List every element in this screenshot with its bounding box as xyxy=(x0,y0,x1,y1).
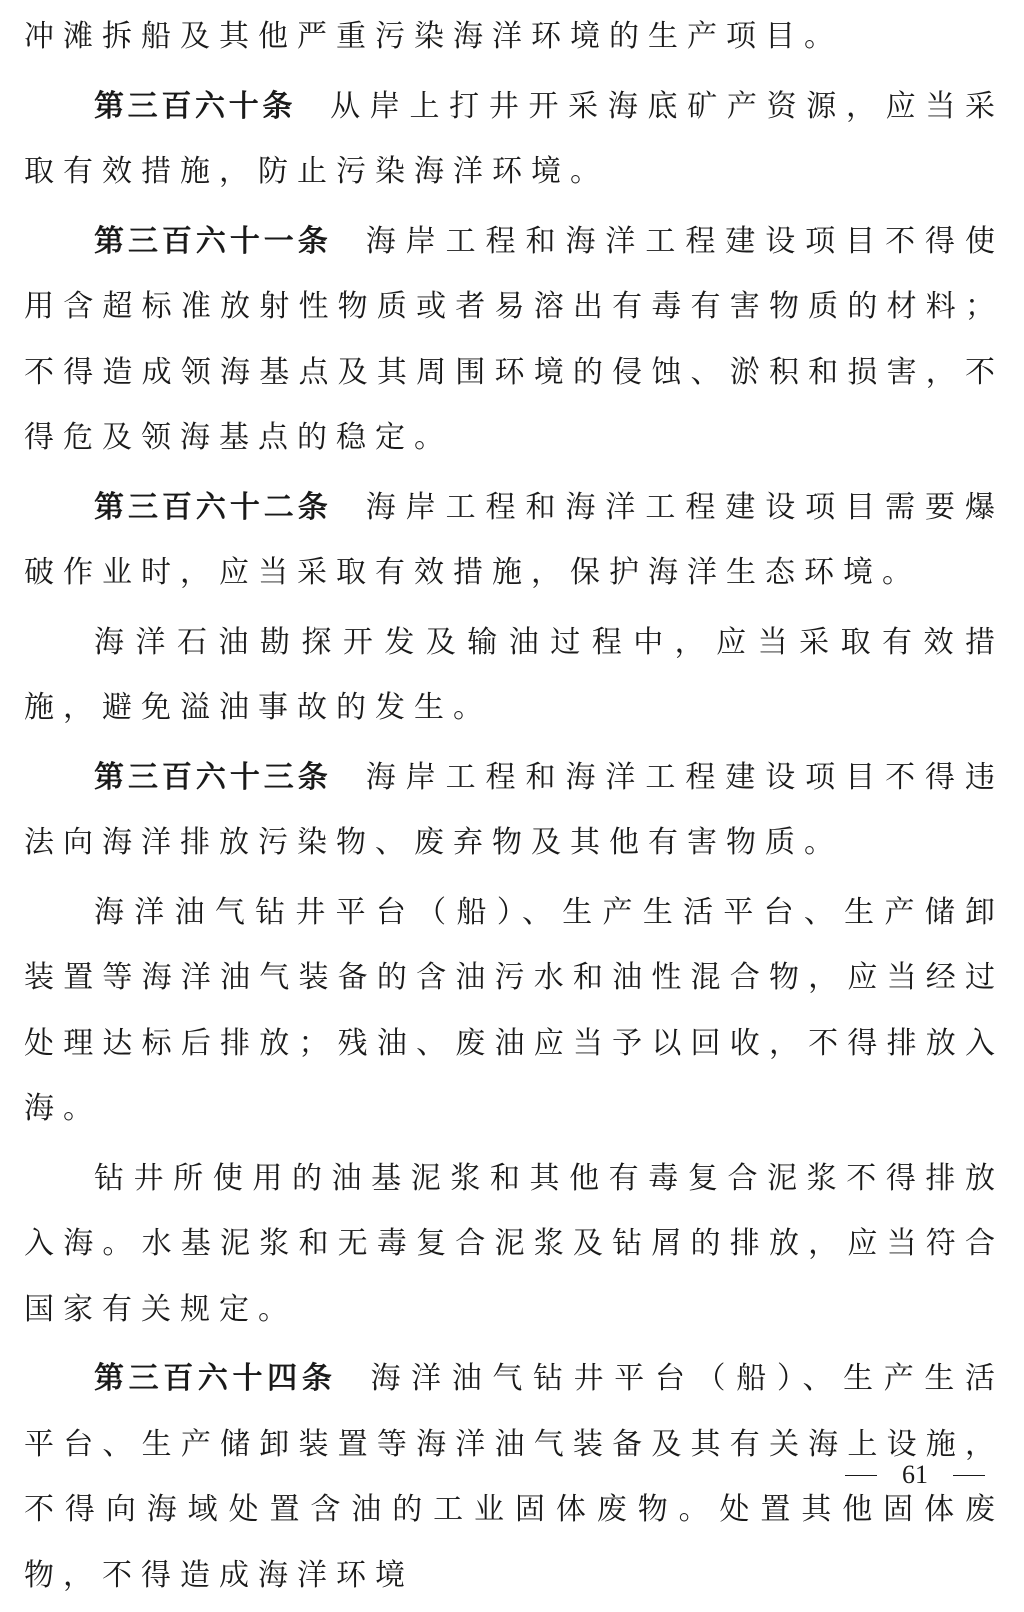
paragraph-1 xyxy=(24,74,1004,205)
paragraph-text: 海洋油气钻井平台（船）、生产生活平台、生产储卸装置等海洋油气装备的含油污水和油性混合物，应当经过处理达标后排放；残油、废油应当予以回收，不得排放入海。 xyxy=(24,894,1004,1126)
article-number: 第三百六十三条 xyxy=(94,759,332,795)
paragraph-text: 冲滩拆船及其他严重污染海洋环境的生产项目。 xyxy=(24,19,843,54)
paragraph-text: 海岸工程和海洋工程建设项目需要爆破作业时，应当采取有效措施，保护海洋生态环境。 xyxy=(24,489,1005,590)
paragraph-3 xyxy=(24,475,1004,606)
paragraph-text: 钻井所使用的油基泥浆和其他有毒复合泥浆不得排放入海。水基泥浆和无毒复合泥浆及钻屑的排放，应当符合国家有关规定。 xyxy=(24,1160,1004,1327)
paragraph-text: 海洋石油勘探开发及输油过程中，应当采取有效措施，避免溢油事故的发生。 xyxy=(24,624,1004,725)
footer-dash-left xyxy=(845,1475,877,1476)
paragraph-0 xyxy=(24,4,1004,70)
paragraph-text: 海岸工程和海洋工程建设项目不得违法向海洋排放污染物、废弃物及其他有害物质。 xyxy=(24,759,1005,860)
paragraph-6 xyxy=(24,880,1004,1142)
article-number: 第三百六十二条 xyxy=(94,489,332,525)
article-number: 第三百六十四条 xyxy=(94,1361,337,1396)
footer-dash-right xyxy=(953,1475,985,1476)
page-footer xyxy=(845,1457,985,1493)
article-number: 第三百六十一条 xyxy=(94,223,332,259)
paragraph-text: 从岸上打井开采海底矿产资源，应当采取有效措施，防止污染海洋环境。 xyxy=(24,88,1005,189)
paragraph-4 xyxy=(24,610,1004,741)
paragraph-text: 海岸工程和海洋工程建设项目不得使用含超标准放射性物质或者易溶出有毒有害物质的材料；不得造成领海基点及其周围环境的侵蚀、淤积和损害，不得危及领海基点的稳定。 xyxy=(24,223,1005,455)
document-body xyxy=(24,4,1004,1612)
paragraph-5 xyxy=(24,745,1004,876)
paragraph-text: 海洋油气钻井平台（船）、生产生活平台、生产储卸装置等海洋油气装备及其有关海上设施，不得向海域处置含油的工业固体废物。处置其他固体废物，不得造成海洋环境 xyxy=(24,1361,1005,1593)
article-number: 第三百六十条 xyxy=(94,88,297,124)
page-number: 61 xyxy=(902,1460,928,1489)
paragraph-2 xyxy=(24,209,1004,471)
paragraph-7 xyxy=(24,1146,1004,1343)
